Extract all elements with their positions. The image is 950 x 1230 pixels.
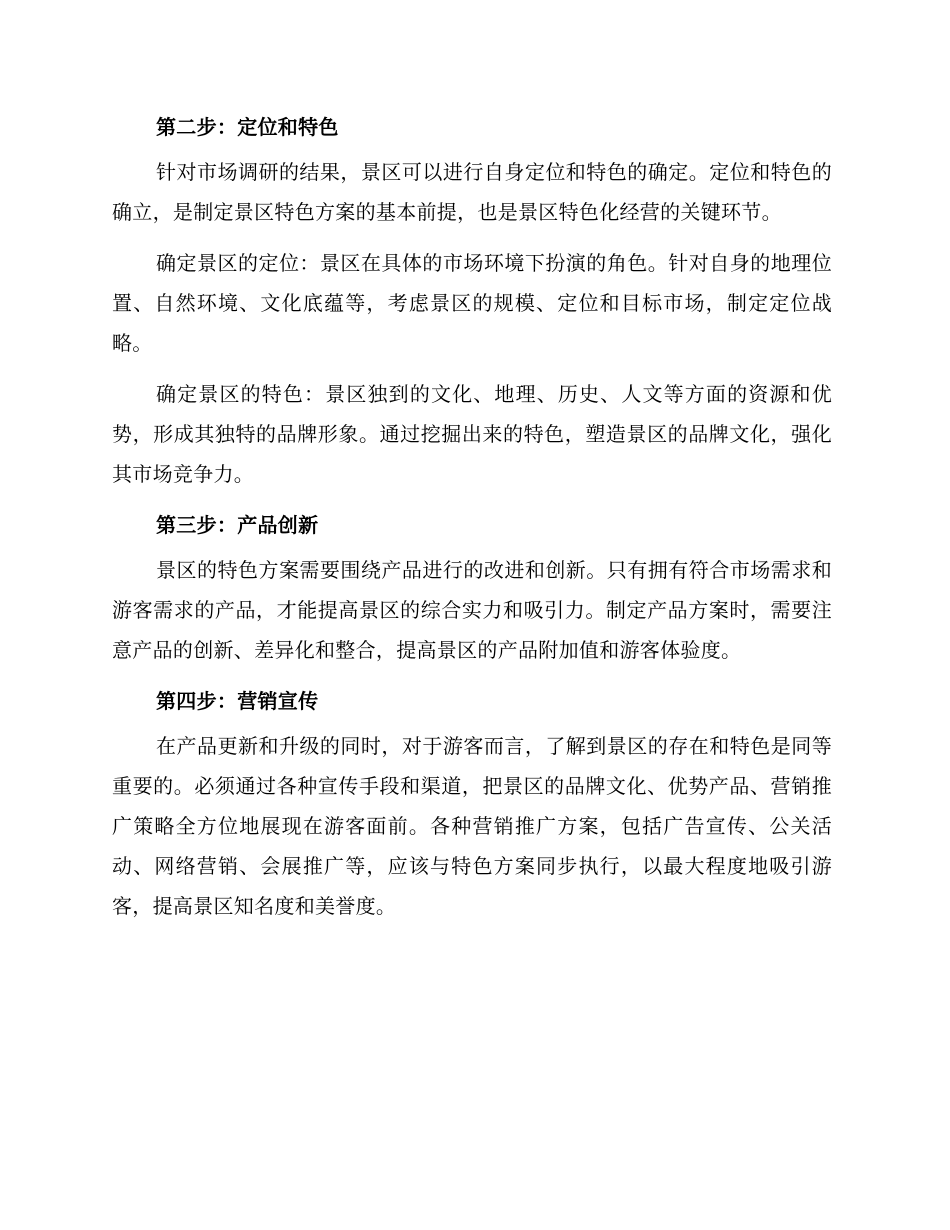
paragraph: 在产品更新和升级的同时，对于游客而言，了解到景区的存在和特色是同等重要的。必须通过各种宣传手段和渠道，把景区的品牌文化、优势产品、营销推广策略全方位地展现在游客面前。各种营销推广方案，包括广告宣传、公关活动、网络营销、会展推广等，应该与特色方案同步执行，以最大程度地吸引游客，提高景区知名度和美誉度。 xyxy=(112,734,832,918)
section-heading-step-4: 第四步：营销宣传 xyxy=(156,689,319,713)
paragraph: 确定景区的特色：景区独到的文化、地理、历史、人文等方面的资源和优势，形成其独特的品牌形象。通过挖掘出来的特色，塑造景区的品牌文化，强化其市场竞争力。 xyxy=(112,382,832,486)
paragraph: 针对市场调研的结果，景区可以进行自身定位和特色的确定。定位和特色的确立，是制定景区特色方案的基本前提，也是景区特色化经营的关键环节。 xyxy=(112,160,832,224)
document-body xyxy=(112,107,832,937)
section-heading-step-2: 第二步：定位和特色 xyxy=(156,115,339,139)
paragraph: 景区的特色方案需要围绕产品进行的改进和创新。只有拥有符合市场需求和游客需求的产品，才能提高景区的综合实力和吸引力。制定产品方案时，需要注意产品的创新、差异化和整合，提高景区的产品附加值和游客体验度。 xyxy=(112,558,832,662)
paragraph: 确定景区的定位：景区在具体的市场环境下扮演的角色。针对自身的地理位置、自然环境、文化底蕴等，考虑景区的规模、定位和目标市场，制定定位战略。 xyxy=(112,251,832,355)
section-heading-step-3: 第三步：产品创新 xyxy=(156,513,319,537)
